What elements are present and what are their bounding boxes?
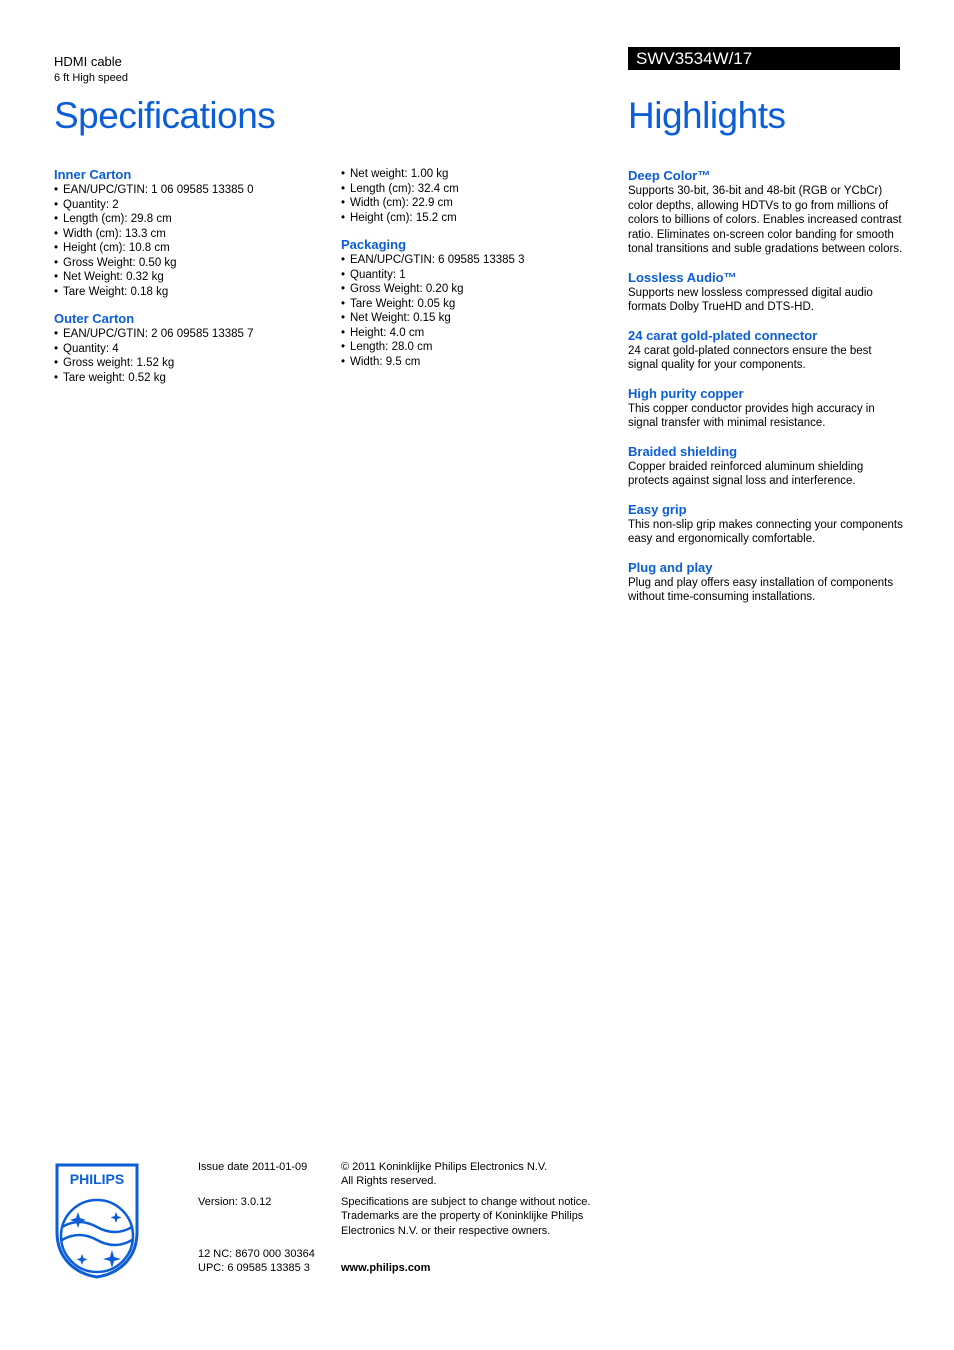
highlight-title: 24 carat gold-plated connector bbox=[628, 327, 818, 343]
spec-item: • Length: 28.0 cm bbox=[341, 340, 611, 355]
philips-wordmark: PHILIPS bbox=[69, 1171, 125, 1187]
version: Version: 3.0.12 bbox=[198, 1196, 272, 1208]
philips-shield-logo bbox=[54, 1162, 140, 1280]
spec-item: • Gross weight: 1.52 kg bbox=[54, 356, 324, 371]
copyright-line-2: All Rights reserved. bbox=[341, 1175, 437, 1187]
spec-item: • Tare Weight: 0.05 kg bbox=[341, 297, 611, 312]
notice-line-3: Electronics N.V. or their respective owners. bbox=[341, 1225, 551, 1237]
spec-item: • Width: 9.5 cm bbox=[341, 355, 611, 370]
highlight-block bbox=[628, 270, 903, 315]
highlights-title: Highlights bbox=[628, 95, 786, 136]
spec-section-heading: Inner Carton bbox=[54, 167, 132, 182]
notice-line-1: Specifications are subject to change without notice. bbox=[341, 1196, 591, 1208]
spec-item: • Height: 4.0 cm bbox=[341, 326, 611, 341]
spec-item: • EAN/UPC/GTIN: 1 06 09585 13385 0 bbox=[54, 183, 324, 198]
spec-item: • Gross Weight: 0.50 kg bbox=[54, 256, 324, 271]
spec-item: • Width (cm): 22.9 cm bbox=[341, 196, 611, 211]
highlight-block bbox=[628, 444, 903, 489]
spec-item: • Length (cm): 29.8 cm bbox=[54, 212, 324, 227]
highlight-title: High purity copper bbox=[628, 385, 744, 401]
spec-list bbox=[341, 167, 611, 225]
spec-item: • Length (cm): 32.4 cm bbox=[341, 182, 611, 197]
spec-item: • Width (cm): 13.3 cm bbox=[54, 227, 324, 242]
spec-item: • Net Weight: 0.32 kg bbox=[54, 270, 324, 285]
highlight-text: This non-slip grip makes connecting your components easy and ergonomically comfortable. bbox=[628, 518, 903, 545]
spec-list bbox=[54, 327, 324, 385]
spec-section-heading: Packaging bbox=[341, 237, 407, 252]
highlight-title: Plug and play bbox=[628, 559, 713, 575]
model-number-bar: SWV3534W/17 bbox=[628, 47, 900, 70]
highlight-title: Deep Color™ bbox=[628, 168, 711, 183]
highlight-text: Supports new lossless compressed digital audio formats Dolby TrueHD and DTS-HD. bbox=[628, 286, 873, 313]
highlight-text: 24 carat gold-plated connectors ensure the best signal quality for your components. bbox=[628, 344, 872, 371]
product-subtitle: 6 ft High speed bbox=[54, 72, 128, 84]
spec-item: • Net weight: 1.00 kg bbox=[341, 167, 611, 182]
spec-item: • Gross Weight: 0.20 kg bbox=[341, 282, 611, 297]
spec-item: • Quantity: 4 bbox=[54, 342, 324, 357]
spec-item: • Tare weight: 0.52 kg bbox=[54, 371, 324, 386]
highlight-text: Copper braided reinforced aluminum shielding protects against signal loss and interference. bbox=[628, 460, 864, 487]
product-name: HDMI cable bbox=[54, 54, 122, 69]
highlight-text: Plug and play offers easy installation of components without time-consuming installations. bbox=[628, 576, 894, 603]
notice-line-2: Trademarks are the property of Koninklijke Philips bbox=[341, 1210, 584, 1222]
spec-item: • Tare Weight: 0.18 kg bbox=[54, 285, 324, 300]
highlights-column bbox=[628, 168, 903, 618]
specs-column-2 bbox=[341, 167, 611, 381]
spec-item: • Height (cm): 15.2 cm bbox=[341, 211, 611, 226]
highlight-title: Easy grip bbox=[628, 501, 687, 517]
upc-code: UPC: 6 09585 13385 3 bbox=[198, 1262, 310, 1274]
spec-list bbox=[341, 253, 611, 369]
highlight-text: Supports 30-bit, 36-bit and 48-bit (RGB or YCbCr) color depths, allowing HDTVs to go from millions of colors to billions of colors. Enables increased contrast ratio. Eliminates on-screen color banding for smooth tonal transitions and suble gradations between colors. bbox=[628, 185, 903, 255]
highlight-block bbox=[628, 386, 903, 431]
spec-item: • Net Weight: 0.15 kg bbox=[341, 311, 611, 326]
highlight-text: This copper conductor provides high accuracy in signal transfer with minimal resistance. bbox=[628, 402, 875, 429]
issue-date: Issue date 2011-01-09 bbox=[198, 1161, 308, 1173]
highlight-title: Braided shielding bbox=[628, 443, 738, 459]
highlight-block bbox=[628, 502, 903, 547]
spec-list bbox=[54, 183, 324, 299]
website-link[interactable]: www.philips.com bbox=[341, 1262, 431, 1274]
highlight-block bbox=[628, 560, 903, 605]
highlight-title: Lossless Audio™ bbox=[628, 269, 737, 285]
spec-item: • EAN/UPC/GTIN: 6 09585 13385 3 bbox=[341, 253, 611, 268]
spec-item: • Quantity: 1 bbox=[341, 268, 611, 283]
highlight-block bbox=[628, 168, 903, 257]
spec-item: • Height (cm): 10.8 cm bbox=[54, 241, 324, 256]
copyright-line-1: © 2011 Koninklijke Philips Electronics N.V. bbox=[341, 1161, 548, 1173]
spec-item: • EAN/UPC/GTIN: 2 06 09585 13385 7 bbox=[54, 327, 324, 342]
spec-item: • Quantity: 2 bbox=[54, 198, 324, 213]
specifications-title: Specifications bbox=[54, 95, 276, 136]
highlight-block bbox=[628, 328, 903, 373]
twelve-nc: 12 NC: 8670 000 30364 bbox=[198, 1248, 315, 1260]
spec-section-heading: Outer Carton bbox=[54, 311, 135, 326]
specs-column-1 bbox=[54, 167, 324, 397]
